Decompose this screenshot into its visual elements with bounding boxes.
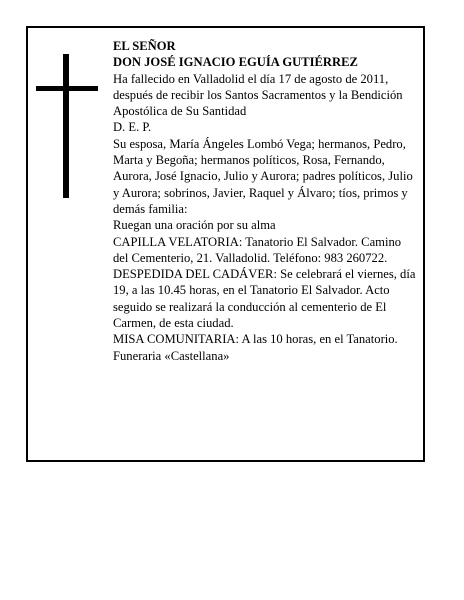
death-statement: Ha fallecido en Valladolid el día 17 de agosto de 2011, después de recibir los Santos Sacramentos y la Bendición Apostólica de Su Santidad bbox=[113, 71, 403, 119]
cross-vertical-bar bbox=[63, 54, 69, 198]
obituary-text bbox=[113, 38, 419, 364]
deceased-name: DON JOSÉ IGNACIO EGUÍA GUTIÉRREZ bbox=[113, 55, 358, 70]
mass-info: MISA COMUNITARIA: A las 10 horas, en el Tanatorio. bbox=[113, 332, 398, 347]
dep-line: D. E. P. bbox=[113, 120, 152, 135]
funeral-home: Funeraria «Castellana» bbox=[113, 348, 230, 363]
family-list: Su esposa, María Ángeles Lombó Vega; hermanos, Pedro, Marta y Begoña; hermanos políticos, Rosa, Fernando, Aurora, José Ignacio, Julio y Aurora; padres políticos, Julio y Aurora; sobrinos, Javier, Raquel y Álvaro; tíos, primos y demás familia: bbox=[113, 136, 413, 216]
prayer-request: Ruegan una oración por su alma bbox=[113, 218, 276, 233]
farewell-info: DESPEDIDA DEL CADÁVER: Se celebrará el viernes, día 19, a las 10.45 horas, en el Tanatorio El Salvador. Acto seguido se realizará la conducción al cementerio de El Carmen, de esta ciudad. bbox=[113, 267, 416, 331]
cross-icon bbox=[36, 54, 98, 198]
cross-horizontal-bar bbox=[36, 86, 98, 91]
honorific: EL SEÑOR bbox=[113, 39, 176, 53]
chapel-info: CAPILLA VELATORIA: Tanatorio El Salvador. Camino del Cementerio, 21. Valladolid. Teléfono: 983 260722. bbox=[113, 234, 402, 265]
